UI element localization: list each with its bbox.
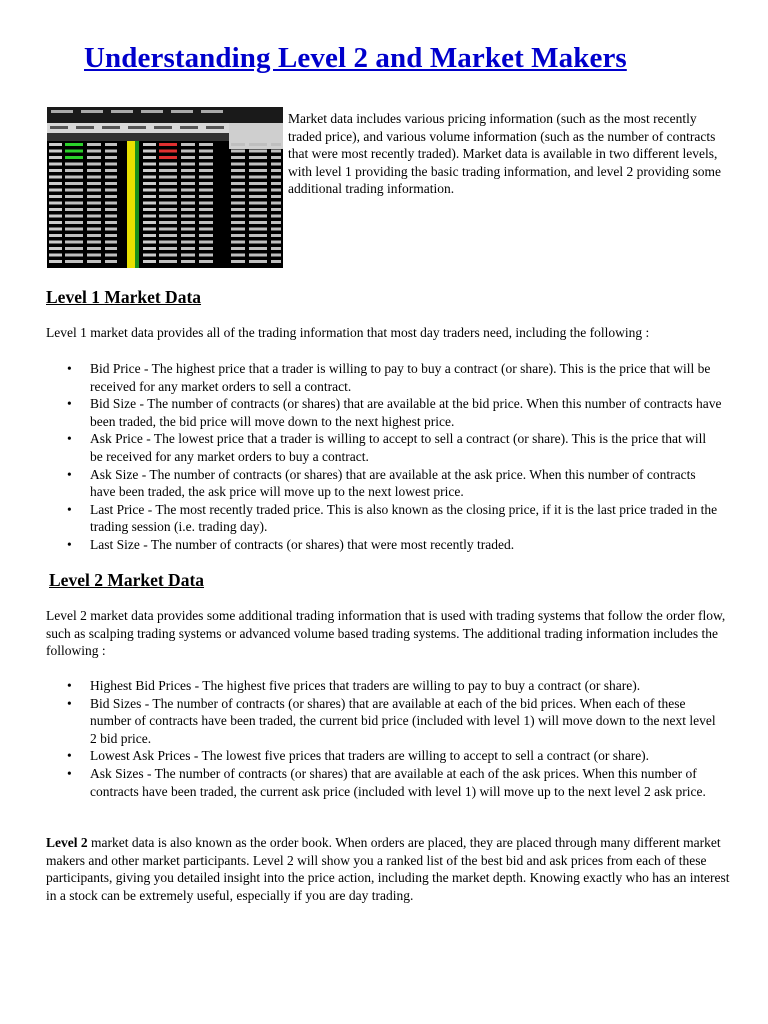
- trade-price-text: [271, 215, 281, 218]
- ask-time-text: [199, 234, 213, 237]
- ask-mm-text: [143, 195, 156, 198]
- trade-time-text: [249, 163, 267, 166]
- ask-size-text: [181, 247, 195, 250]
- ask-mm-text: [143, 221, 156, 224]
- bullet-icon: •: [67, 431, 72, 447]
- bid-size-text: [87, 215, 101, 218]
- trade-size-text: [231, 221, 245, 224]
- bid-size-text: [87, 189, 101, 192]
- ask-price-text: [159, 169, 177, 172]
- quote-header-bar: [47, 107, 283, 123]
- column-header-text: [180, 126, 198, 129]
- bid-price-text: [65, 254, 83, 257]
- ask-price-text: [159, 182, 177, 185]
- ask-mm-text: [143, 150, 156, 153]
- level2-bullet-list: [46, 677, 722, 800]
- trade-size-text: [231, 189, 245, 192]
- bullet-icon: •: [67, 748, 72, 764]
- ask-mm-text: [143, 234, 156, 237]
- trade-size-text: [231, 260, 245, 263]
- ask-time-text: [199, 254, 213, 257]
- ask-size-text: [181, 189, 195, 192]
- bid-time-text: [105, 254, 117, 257]
- bid-mm-text: [49, 241, 62, 244]
- header-text-line: [81, 110, 103, 113]
- ask-price-text: [159, 189, 177, 192]
- ask-price-text: [159, 176, 177, 179]
- ask-mm-text: [143, 208, 156, 211]
- bid-size-text: [87, 247, 101, 250]
- trade-time-text: [249, 215, 267, 218]
- ask-price-text: [159, 234, 177, 237]
- trade-time-text: [249, 156, 267, 159]
- bid-size-text: [87, 202, 101, 205]
- trade-price-text: [271, 143, 281, 146]
- ask-size-text: [181, 182, 195, 185]
- ask-time-text: [199, 247, 213, 250]
- bid-price-text: [65, 260, 83, 263]
- bid-price-text: [65, 228, 83, 231]
- bid-time-text: [105, 202, 117, 205]
- trade-size-text: [231, 143, 245, 146]
- trade-size-text: [231, 228, 245, 231]
- bid-time-text: [105, 143, 117, 146]
- bullet-icon: •: [67, 678, 72, 693]
- bid-mm-text: [49, 234, 62, 237]
- bid-mm-text: [49, 182, 62, 185]
- trade-size-text: [231, 208, 245, 211]
- bid-time-text: [105, 215, 117, 218]
- bid-mm-text: [49, 143, 62, 146]
- list-item: • Ask Price - The lowest price that a trader is willing to accept to sell a contract (or share). This is the price that will be received for any market orders to buy a contract.: [67, 431, 707, 464]
- ask-time-text: [199, 189, 213, 192]
- ask-time-text: [199, 169, 213, 172]
- ask-size-text: [181, 260, 195, 263]
- header-text-line: [51, 110, 73, 113]
- trade-time-text: [249, 260, 267, 263]
- ask-mm-text: [143, 169, 156, 172]
- bid-price-text: [65, 241, 83, 244]
- ask-time-text: [199, 195, 213, 198]
- ask-size-text: [181, 215, 195, 218]
- trade-price-text: [271, 221, 281, 224]
- bid-size-text: [87, 254, 101, 257]
- bid-mm-text: [49, 208, 62, 211]
- bid-price-text: [65, 169, 83, 172]
- ask-mm-text: [143, 241, 156, 244]
- bid-price-text: [65, 195, 83, 198]
- trade-price-text: [271, 150, 281, 153]
- bid-time-text: [105, 156, 117, 159]
- bid-time-text: [105, 221, 117, 224]
- bid-price-text: [65, 221, 83, 224]
- bid-mm-text: [49, 169, 62, 172]
- bid-size-text: [87, 163, 101, 166]
- bid-size-text: [87, 143, 101, 146]
- ask-price-text: [159, 195, 177, 198]
- ask-price-text: [159, 143, 177, 146]
- ask-mm-text: [143, 228, 156, 231]
- bid-time-text: [105, 260, 117, 263]
- header-text-line: [111, 110, 133, 113]
- ask-size-text: [181, 163, 195, 166]
- list-item: • Bid Sizes - The number of contracts (or shares) that are available at each of the bid prices. When each of these number of contracts have been traded, the current bid price (included with level 1) will move down to the next level 2 bid price.: [67, 695, 716, 746]
- bid-price-text: [65, 182, 83, 185]
- bid-price-text: [65, 215, 83, 218]
- trade-time-text: [249, 221, 267, 224]
- bid-time-text: [105, 163, 117, 166]
- bid-price-text: [65, 234, 83, 237]
- trade-price-text: [271, 247, 281, 250]
- ask-time-text: [199, 202, 213, 205]
- bid-depth-bar: [127, 141, 135, 268]
- bullet-icon: •: [67, 765, 72, 781]
- ask-price-text: [159, 241, 177, 244]
- ask-time-text: [199, 150, 213, 153]
- trade-price-text: [271, 260, 281, 263]
- bid-price-text: [65, 247, 83, 250]
- trade-time-text: [249, 208, 267, 211]
- bid-mm-text: [49, 202, 62, 205]
- ask-time-text: [199, 221, 213, 224]
- trade-size-text: [231, 247, 245, 250]
- ask-time-text: [199, 176, 213, 179]
- ask-price-text: [159, 202, 177, 205]
- trade-time-text: [249, 228, 267, 231]
- trade-price-text: [271, 202, 281, 205]
- trade-size-text: [231, 150, 245, 153]
- level1-bullet-list: [46, 360, 722, 554]
- ask-size-text: [181, 176, 195, 179]
- header-text-line: [141, 110, 163, 113]
- trade-time-text: [249, 234, 267, 237]
- page-title: Understanding Level 2 and Market Makers: [84, 42, 627, 74]
- header-text-line: [201, 110, 223, 113]
- bid-time-text: [105, 195, 117, 198]
- ask-mm-text: [143, 260, 156, 263]
- bullet-icon: •: [67, 396, 72, 412]
- bid-time-text: [105, 208, 117, 211]
- order-book-paragraph: [46, 834, 736, 904]
- ask-mm-text: [143, 176, 156, 179]
- trade-time-text: [249, 189, 267, 192]
- bid-mm-text: [49, 176, 62, 179]
- trade-size-text: [231, 241, 245, 244]
- trade-size-text: [231, 202, 245, 205]
- ask-time-text: [199, 228, 213, 231]
- ask-mm-text: [143, 247, 156, 250]
- column-header-text: [128, 126, 146, 129]
- list-item: • Lowest Ask Prices - The lowest five prices that traders are willing to accept to sell a contract (or share).: [67, 748, 650, 764]
- bid-mm-text: [49, 150, 62, 153]
- ask-price-text: [159, 163, 177, 166]
- bid-time-text: [105, 228, 117, 231]
- trade-price-text: [271, 228, 281, 231]
- ask-mm-text: [143, 143, 156, 146]
- bid-price-text: [65, 150, 83, 153]
- bid-size-text: [87, 195, 101, 198]
- trade-size-text: [231, 156, 245, 159]
- list-item: • Last Size - The number of contracts (or shares) that were most recently traded.: [67, 536, 515, 552]
- list-item: • Last Price - The most recently traded price. This is also known as the closing price, if it is the last price traded in the trading session (i.e. trading day).: [67, 501, 718, 535]
- bid-price-text: [65, 163, 83, 166]
- ask-mm-text: [143, 189, 156, 192]
- ask-size-text: [181, 208, 195, 211]
- ask-price-text: [159, 150, 177, 153]
- bid-size-text: [87, 221, 101, 224]
- trade-time-text: [249, 169, 267, 172]
- level2-paragraph: Level 2 market data provides some additional trading information that is used with trading systems that follow the order flow, such as scalping trading systems or advanced volume based trading systems. The additional trading information includes the following :: [46, 608, 726, 659]
- order-book-text: market data is also known as the order book. When orders are placed, they are placed through many different market makers and other market participants. Level 2 will show you a ranked list of the best bid and ask prices from each of these participants, giving you detailed insight into the price action, including the market depth. Knowing exactly who has an interest in a stock can be extremely useful, especially if you are day trading.: [46, 835, 730, 903]
- trade-price-text: [271, 195, 281, 198]
- column-header-text: [206, 126, 224, 129]
- bid-mm-text: [49, 254, 62, 257]
- ask-price-text: [159, 215, 177, 218]
- bid-price-text: [65, 143, 83, 146]
- ask-mm-text: [143, 215, 156, 218]
- ask-time-text: [199, 260, 213, 263]
- ask-time-text: [199, 182, 213, 185]
- bid-size-text: [87, 176, 101, 179]
- ask-mm-text: [143, 163, 156, 166]
- trade-price-text: [271, 163, 281, 166]
- ask-mm-text: [143, 156, 156, 159]
- ask-price-text: [159, 254, 177, 257]
- level1-heading: Level 1 Market Data: [46, 287, 202, 307]
- ask-size-text: [181, 234, 195, 237]
- bullet-icon: •: [67, 536, 72, 552]
- bid-time-text: [105, 182, 117, 185]
- trade-price-text: [271, 208, 281, 211]
- ask-time-text: [199, 208, 213, 211]
- bullet-icon: •: [67, 501, 72, 517]
- trade-size-text: [231, 215, 245, 218]
- trade-price-text: [271, 254, 281, 257]
- bid-size-text: [87, 156, 101, 159]
- column-header-text: [102, 126, 120, 129]
- bid-size-text: [87, 169, 101, 172]
- ask-size-text: [181, 156, 195, 159]
- ask-size-text: [181, 221, 195, 224]
- ask-time-text: [199, 143, 213, 146]
- trade-size-text: [231, 254, 245, 257]
- bid-time-text: [105, 150, 117, 153]
- ask-size-text: [181, 228, 195, 231]
- ask-price-text: [159, 260, 177, 263]
- bullet-icon: •: [67, 695, 72, 711]
- ask-mm-text: [143, 182, 156, 185]
- trade-time-text: [249, 241, 267, 244]
- trade-price-text: [271, 241, 281, 244]
- ask-time-text: [199, 215, 213, 218]
- level1-paragraph: Level 1 market data provides all of the trading information that most day traders need, including the following :: [46, 325, 650, 340]
- bid-size-text: [87, 182, 101, 185]
- bid-price-text: [65, 202, 83, 205]
- trade-size-text: [231, 163, 245, 166]
- trade-time-text: [249, 202, 267, 205]
- ask-mm-text: [143, 254, 156, 257]
- ask-price-text: [159, 221, 177, 224]
- level2-heading: Level 2 Market Data: [49, 570, 205, 590]
- bid-mm-text: [49, 221, 62, 224]
- header-text-line: [171, 110, 193, 113]
- ask-size-text: [181, 169, 195, 172]
- ask-size-text: [181, 195, 195, 198]
- bullet-icon: •: [67, 361, 72, 376]
- trade-size-text: [231, 182, 245, 185]
- column-header-text: [154, 126, 172, 129]
- bid-mm-text: [49, 215, 62, 218]
- bid-size-text: [87, 234, 101, 237]
- trade-size-text: [231, 176, 245, 179]
- bid-mm-text: [49, 228, 62, 231]
- ask-size-text: [181, 254, 195, 257]
- trade-size-text: [231, 195, 245, 198]
- ask-price-text: [159, 208, 177, 211]
- trade-time-text: [249, 143, 267, 146]
- ask-price-text: [159, 156, 177, 159]
- bid-mm-text: [49, 189, 62, 192]
- ask-size-text: [181, 202, 195, 205]
- bullet-icon: •: [67, 466, 72, 482]
- trade-size-text: [231, 169, 245, 172]
- trade-price-text: [271, 182, 281, 185]
- bid-size-text: [87, 150, 101, 153]
- trade-time-text: [249, 182, 267, 185]
- bid-mm-text: [49, 247, 62, 250]
- bid-mm-text: [49, 260, 62, 263]
- bid-price-text: [65, 176, 83, 179]
- intro-paragraph: Market data includes various pricing information (such as the most recently traded price), and various volume information (such as the number of contracts that were most recently traded). Market data is available in two different levels, with level 1 providing the basic trading information, and level 2 providing some additional trading information.: [288, 111, 722, 197]
- trade-time-text: [249, 254, 267, 257]
- ask-size-text: [181, 150, 195, 153]
- bid-size-text: [87, 208, 101, 211]
- trade-price-text: [271, 176, 281, 179]
- trade-price-text: [271, 156, 281, 159]
- bid-mm-text: [49, 163, 62, 166]
- bid-time-text: [105, 241, 117, 244]
- order-book-lead: Level 2: [46, 835, 88, 850]
- bid-price-text: [65, 208, 83, 211]
- ask-price-text: [159, 247, 177, 250]
- ask-time-text: [199, 163, 213, 166]
- trade-time-text: [249, 150, 267, 153]
- list-item: • Bid Price - The highest price that a trader is willing to pay to buy a contract (or share). This is the price that will be received for any market orders to sell a contract.: [67, 361, 711, 394]
- bid-size-text: [87, 260, 101, 263]
- bid-time-text: [105, 176, 117, 179]
- bid-size-text: [87, 241, 101, 244]
- bid-price-text: [65, 156, 83, 159]
- ask-size-text: [181, 241, 195, 244]
- column-header-text: [50, 126, 68, 129]
- trade-time-text: [249, 195, 267, 198]
- ask-size-text: [181, 143, 195, 146]
- column-header-text: [76, 126, 94, 129]
- trade-size-text: [231, 234, 245, 237]
- ask-mm-text: [143, 202, 156, 205]
- bid-depth-bar-edge: [135, 141, 139, 268]
- level2-screenshot-image: [47, 107, 283, 268]
- bid-price-text: [65, 189, 83, 192]
- trade-time-text: [249, 176, 267, 179]
- ask-time-text: [199, 156, 213, 159]
- bid-time-text: [105, 234, 117, 237]
- trade-time-text: [249, 247, 267, 250]
- bid-size-text: [87, 228, 101, 231]
- bid-time-text: [105, 189, 117, 192]
- list-item: • Ask Sizes - The number of contracts (or shares) that are available at each of the ask prices. When this number of contracts have been traded, the current ask price (included with level 1) will move up to the next level 2 ask price.: [67, 765, 706, 799]
- bid-time-text: [105, 169, 117, 172]
- list-item: • Bid Size - The number of contracts (or shares) that are available at the bid price. When this number of contracts have been traded, the bid price will move down to the next highest price.: [67, 396, 722, 429]
- bid-time-text: [105, 247, 117, 250]
- ask-time-text: [199, 241, 213, 244]
- list-item: • Ask Size - The number of contracts (or shares) that are available at the ask price. When this number of contracts have been traded, the ask price will move up to the next lowest price.: [67, 466, 696, 500]
- bid-mm-text: [49, 195, 62, 198]
- ask-price-text: [159, 228, 177, 231]
- trade-price-text: [271, 169, 281, 172]
- trade-price-text: [271, 189, 281, 192]
- list-item: • Highest Bid Prices - The highest five prices that traders are willing to pay to buy a contract (or share).: [67, 678, 641, 693]
- trade-price-text: [271, 234, 281, 237]
- bid-mm-text: [49, 156, 62, 159]
